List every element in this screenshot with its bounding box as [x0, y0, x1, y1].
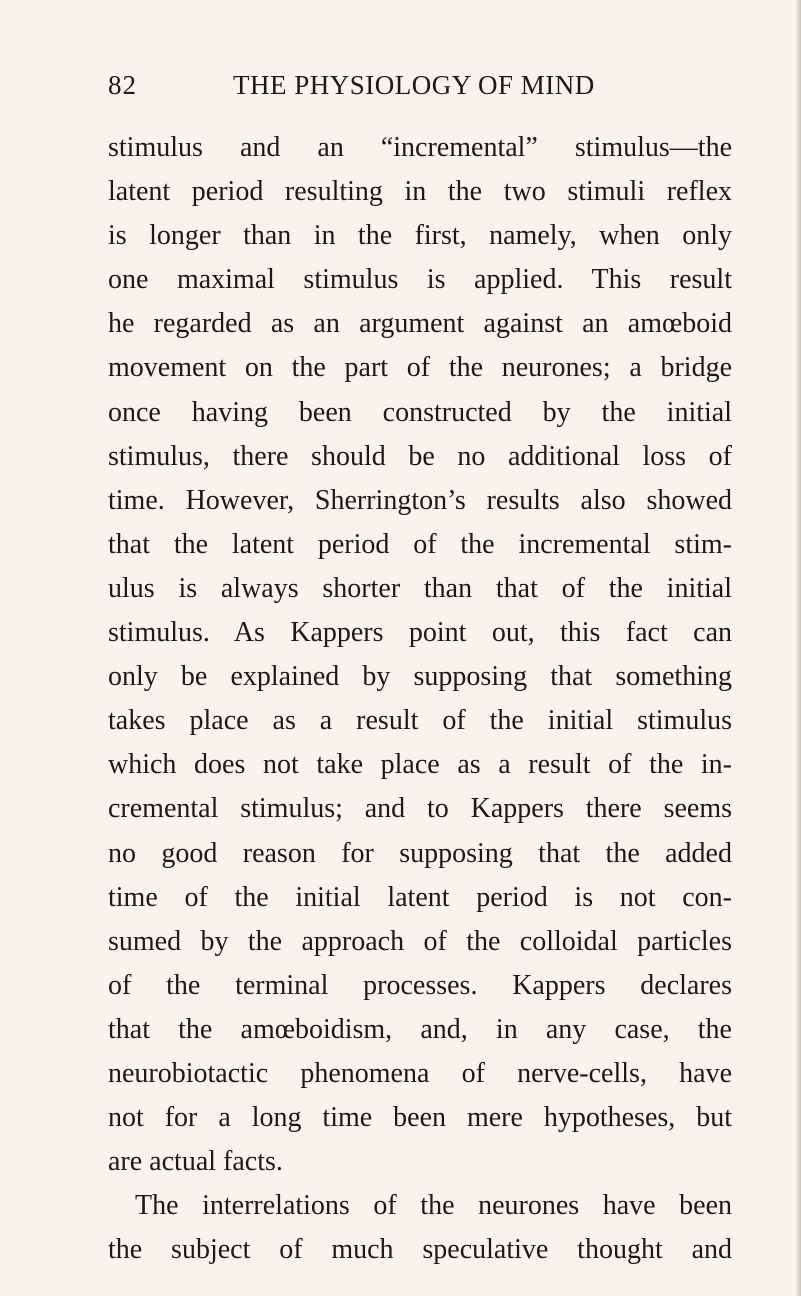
text-line: cremental stimulus; and to Kappers there seems [108, 793, 732, 825]
text-line: is longer than in the first, namely, when only [108, 220, 732, 252]
text-line: no good reason for supposing that the added [108, 837, 732, 869]
text-line: that the latent period of the incremental stim- [108, 528, 732, 560]
text-line: not for a long time been mere hypotheses, but [108, 1102, 732, 1134]
text-line: of the terminal processes. Kappers declares [108, 969, 732, 1001]
text-line: only be explained by supposing that something [108, 661, 732, 693]
text-line: movement on the part of the neurones; a bridge [108, 352, 732, 384]
text-line: once having been constructed by the initial [108, 396, 732, 428]
running-head: THE PHYSIOLOGY OF MIND [233, 70, 595, 100]
text-line: time of the initial latent period is not con- [108, 881, 732, 913]
text-line: which does not take place as a result of the in- [108, 749, 732, 781]
text-line: the subject of much speculative thought and [108, 1234, 732, 1266]
paragraph-start-line: The interrelations of the neurones have been [135, 1190, 732, 1222]
text-line: stimulus. As Kappers point out, this fact can [108, 617, 732, 649]
page-header [108, 70, 732, 118]
paragraph-end-line: are actual facts. [108, 1146, 283, 1178]
text-line: latent period resulting in the two stimuli reflex [108, 176, 732, 208]
page-edge-shadow [795, 0, 801, 1296]
text-line: one maximal stimulus is applied. This result [108, 264, 732, 296]
text-line: stimulus, there should be no additional loss of [108, 440, 732, 472]
text-line: that the amœboidism, and, in any case, the [108, 1013, 732, 1045]
text-line: sumed by the approach of the colloidal particles [108, 925, 732, 957]
text-line: ulus is always shorter than that of the initial [108, 572, 732, 604]
body-text [108, 126, 732, 1272]
page-number: 82 [108, 70, 137, 100]
text-line: stimulus and an “incremental” stimulus—the [108, 132, 732, 163]
text-line: he regarded as an argument against an amœboid [108, 308, 732, 340]
text-line: neurobiotactic phenomena of nerve-cells, have [108, 1057, 732, 1089]
text-line: takes place as a result of the initial stimulus [108, 705, 732, 737]
text-line: time. However, Sherrington’s results also showed [108, 484, 732, 516]
